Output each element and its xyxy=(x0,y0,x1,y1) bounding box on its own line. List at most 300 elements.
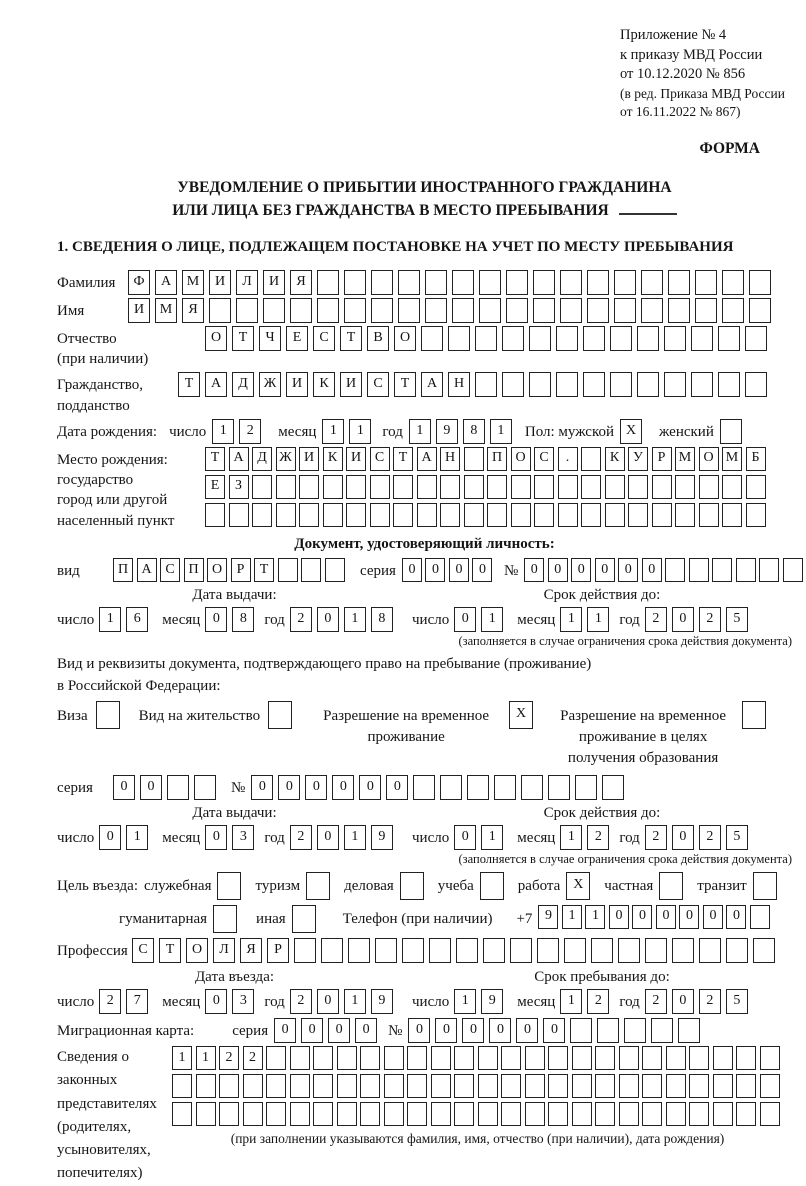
char-cell[interactable]: 0 xyxy=(274,1018,296,1043)
char-cell[interactable]: Т xyxy=(178,372,200,397)
char-cell[interactable]: 1 xyxy=(344,989,366,1014)
char-cell[interactable] xyxy=(494,775,516,800)
char-cell[interactable]: 0 xyxy=(425,558,445,582)
stay-year-boxes[interactable] xyxy=(645,989,753,1014)
char-cell[interactable] xyxy=(602,775,624,800)
char-cell[interactable] xyxy=(464,447,484,471)
char-cell[interactable] xyxy=(321,938,343,963)
char-cell[interactable] xyxy=(597,1018,619,1043)
char-cell[interactable]: 2 xyxy=(290,607,312,632)
birth-year-boxes[interactable] xyxy=(409,419,517,444)
char-cell[interactable] xyxy=(502,372,524,397)
char-cell[interactable]: И xyxy=(263,270,285,295)
char-cell[interactable]: Д xyxy=(232,372,254,397)
char-cell[interactable]: 0 xyxy=(317,989,339,1014)
char-cell[interactable]: Т xyxy=(340,326,362,351)
char-cell[interactable] xyxy=(266,1074,286,1098)
char-cell[interactable]: 0 xyxy=(679,905,699,929)
char-cell[interactable] xyxy=(558,475,578,499)
char-cell[interactable] xyxy=(323,503,343,527)
char-cell[interactable] xyxy=(645,938,667,963)
char-cell[interactable] xyxy=(691,372,713,397)
char-cell[interactable]: А xyxy=(155,270,177,295)
char-cell[interactable]: 0 xyxy=(305,775,327,800)
char-cell[interactable] xyxy=(464,475,484,499)
patronymic-boxes[interactable] xyxy=(205,326,772,351)
char-cell[interactable]: И xyxy=(299,447,319,471)
birthplace-boxes-row3[interactable] xyxy=(205,503,769,527)
char-cell[interactable]: М xyxy=(155,298,177,323)
char-cell[interactable] xyxy=(317,298,339,323)
char-cell[interactable] xyxy=(736,1074,756,1098)
char-cell[interactable]: А xyxy=(421,372,443,397)
char-cell[interactable] xyxy=(521,775,543,800)
char-cell[interactable] xyxy=(398,298,420,323)
char-cell[interactable] xyxy=(219,1074,239,1098)
char-cell[interactable] xyxy=(370,503,390,527)
char-cell[interactable]: 0 xyxy=(609,905,629,929)
char-cell[interactable] xyxy=(628,503,648,527)
char-cell[interactable]: 1 xyxy=(481,825,503,850)
char-cell[interactable] xyxy=(533,298,555,323)
char-cell[interactable]: 0 xyxy=(632,905,652,929)
char-cell[interactable]: 0 xyxy=(462,1018,484,1043)
char-cell[interactable] xyxy=(479,270,501,295)
char-cell[interactable] xyxy=(440,503,460,527)
char-cell[interactable]: 0 xyxy=(251,775,273,800)
purpose-work-checkbox[interactable] xyxy=(566,872,595,900)
char-cell[interactable] xyxy=(440,775,462,800)
char-cell[interactable]: 2 xyxy=(699,607,721,632)
char-cell[interactable] xyxy=(371,270,393,295)
char-cell[interactable]: 0 xyxy=(642,558,662,582)
char-cell[interactable] xyxy=(618,938,640,963)
char-cell[interactable] xyxy=(440,475,460,499)
char-cell[interactable]: Р xyxy=(267,938,289,963)
char-cell[interactable]: О xyxy=(699,447,719,471)
char-cell[interactable]: 1 xyxy=(212,419,234,444)
char-cell[interactable] xyxy=(537,938,559,963)
char-cell[interactable] xyxy=(753,872,777,900)
char-cell[interactable] xyxy=(525,1046,545,1070)
char-cell[interactable] xyxy=(384,1102,404,1126)
char-cell[interactable] xyxy=(268,701,292,729)
char-cell[interactable] xyxy=(581,447,601,471)
char-cell[interactable] xyxy=(745,326,767,351)
char-cell[interactable] xyxy=(400,872,424,900)
char-cell[interactable] xyxy=(421,326,443,351)
char-cell[interactable] xyxy=(713,1074,733,1098)
char-cell[interactable] xyxy=(194,775,216,800)
char-cell[interactable] xyxy=(691,326,713,351)
char-cell[interactable]: 1 xyxy=(99,607,121,632)
char-cell[interactable] xyxy=(572,1046,592,1070)
char-cell[interactable] xyxy=(556,372,578,397)
char-cell[interactable] xyxy=(236,298,258,323)
temp-residence-education-checkbox[interactable] xyxy=(742,701,771,729)
char-cell[interactable]: С xyxy=(132,938,154,963)
char-cell[interactable]: 5 xyxy=(726,607,748,632)
char-cell[interactable] xyxy=(337,1074,357,1098)
char-cell[interactable]: 1 xyxy=(490,419,512,444)
char-cell[interactable] xyxy=(323,475,343,499)
residence-issue-day-boxes[interactable] xyxy=(99,825,153,850)
char-cell[interactable]: 0 xyxy=(548,558,568,582)
char-cell[interactable]: 9 xyxy=(481,989,503,1014)
char-cell[interactable] xyxy=(313,1102,333,1126)
char-cell[interactable] xyxy=(290,298,312,323)
char-cell[interactable] xyxy=(172,1074,192,1098)
char-cell[interactable] xyxy=(753,938,775,963)
char-cell[interactable]: 0 xyxy=(317,825,339,850)
char-cell[interactable] xyxy=(534,503,554,527)
char-cell[interactable] xyxy=(664,372,686,397)
char-cell[interactable] xyxy=(217,872,241,900)
char-cell[interactable]: 1 xyxy=(454,989,476,1014)
char-cell[interactable]: 0 xyxy=(205,607,227,632)
char-cell[interactable] xyxy=(196,1074,216,1098)
char-cell[interactable] xyxy=(479,298,501,323)
char-cell[interactable] xyxy=(760,1074,780,1098)
entry-year-boxes[interactable] xyxy=(290,989,398,1014)
char-cell[interactable] xyxy=(448,326,470,351)
char-cell[interactable] xyxy=(564,938,586,963)
char-cell[interactable] xyxy=(749,270,771,295)
char-cell[interactable]: Д xyxy=(252,447,272,471)
char-cell[interactable]: К xyxy=(313,372,335,397)
char-cell[interactable] xyxy=(664,326,686,351)
char-cell[interactable] xyxy=(96,701,120,729)
char-cell[interactable] xyxy=(619,1102,639,1126)
char-cell[interactable]: 0 xyxy=(595,558,615,582)
char-cell[interactable]: 2 xyxy=(587,989,609,1014)
char-cell[interactable]: П xyxy=(113,558,133,582)
char-cell[interactable] xyxy=(642,1046,662,1070)
char-cell[interactable]: Т xyxy=(254,558,274,582)
char-cell[interactable] xyxy=(290,1046,310,1070)
representatives-boxes-row1[interactable] xyxy=(172,1046,783,1070)
char-cell[interactable]: 1 xyxy=(587,607,609,632)
char-cell[interactable] xyxy=(502,326,524,351)
char-cell[interactable] xyxy=(678,1018,700,1043)
char-cell[interactable]: М xyxy=(182,270,204,295)
char-cell[interactable] xyxy=(548,1046,568,1070)
char-cell[interactable] xyxy=(506,270,528,295)
char-cell[interactable]: 2 xyxy=(699,825,721,850)
char-cell[interactable] xyxy=(511,503,531,527)
char-cell[interactable] xyxy=(431,1046,451,1070)
char-cell[interactable] xyxy=(454,1046,474,1070)
char-cell[interactable]: 9 xyxy=(371,825,393,850)
char-cell[interactable]: 5 xyxy=(726,825,748,850)
char-cell[interactable] xyxy=(642,1074,662,1098)
char-cell[interactable] xyxy=(346,503,366,527)
residence-seriya-boxes[interactable] xyxy=(113,775,221,800)
char-cell[interactable]: Р xyxy=(652,447,672,471)
purpose-private-checkbox[interactable] xyxy=(659,872,688,900)
birthplace-boxes-row1[interactable] xyxy=(205,447,769,471)
char-cell[interactable] xyxy=(695,298,717,323)
char-cell[interactable] xyxy=(548,1102,568,1126)
char-cell[interactable]: 2 xyxy=(645,607,667,632)
char-cell[interactable]: 0 xyxy=(205,989,227,1014)
char-cell[interactable]: 0 xyxy=(703,905,723,929)
char-cell[interactable] xyxy=(371,298,393,323)
surname-boxes[interactable] xyxy=(128,270,776,295)
char-cell[interactable]: 0 xyxy=(332,775,354,800)
char-cell[interactable] xyxy=(783,558,803,582)
char-cell[interactable] xyxy=(672,938,694,963)
char-cell[interactable]: 0 xyxy=(408,1018,430,1043)
char-cell[interactable] xyxy=(595,1074,615,1098)
char-cell[interactable] xyxy=(501,1102,521,1126)
char-cell[interactable] xyxy=(294,938,316,963)
char-cell[interactable]: 9 xyxy=(436,419,458,444)
char-cell[interactable]: 1 xyxy=(585,905,605,929)
char-cell[interactable] xyxy=(370,475,390,499)
char-cell[interactable] xyxy=(759,558,779,582)
char-cell[interactable] xyxy=(209,298,231,323)
representatives-boxes-row3[interactable] xyxy=(172,1102,783,1126)
char-cell[interactable] xyxy=(624,1018,646,1043)
char-cell[interactable]: И xyxy=(286,372,308,397)
doc-valid-year-boxes[interactable] xyxy=(645,607,753,632)
char-cell[interactable]: 1 xyxy=(344,607,366,632)
char-cell[interactable]: 0 xyxy=(205,825,227,850)
char-cell[interactable]: 1 xyxy=(126,825,148,850)
char-cell[interactable] xyxy=(583,326,605,351)
char-cell[interactable] xyxy=(278,558,298,582)
stay-month-boxes[interactable] xyxy=(560,989,614,1014)
char-cell[interactable] xyxy=(722,270,744,295)
char-cell[interactable]: 1 xyxy=(172,1046,192,1070)
char-cell[interactable]: 0 xyxy=(113,775,135,800)
char-cell[interactable] xyxy=(750,905,770,929)
char-cell[interactable] xyxy=(487,503,507,527)
char-cell[interactable]: 0 xyxy=(656,905,676,929)
char-cell[interactable] xyxy=(243,1102,263,1126)
char-cell[interactable] xyxy=(452,298,474,323)
char-cell[interactable]: И xyxy=(128,298,150,323)
char-cell[interactable]: 0 xyxy=(672,607,694,632)
char-cell[interactable] xyxy=(483,938,505,963)
char-cell[interactable] xyxy=(360,1074,380,1098)
char-cell[interactable]: 2 xyxy=(645,825,667,850)
char-cell[interactable] xyxy=(722,503,742,527)
char-cell[interactable]: С xyxy=(367,372,389,397)
char-cell[interactable]: 2 xyxy=(645,989,667,1014)
char-cell[interactable] xyxy=(292,905,316,933)
char-cell[interactable] xyxy=(695,270,717,295)
char-cell[interactable]: 0 xyxy=(454,825,476,850)
char-cell[interactable]: X xyxy=(509,701,533,729)
char-cell[interactable] xyxy=(720,419,742,444)
char-cell[interactable] xyxy=(456,938,478,963)
doc-seriya-boxes[interactable] xyxy=(402,558,496,582)
purpose-transit-checkbox[interactable] xyxy=(753,872,782,900)
char-cell[interactable] xyxy=(619,1074,639,1098)
char-cell[interactable]: Т xyxy=(205,447,225,471)
char-cell[interactable]: С xyxy=(534,447,554,471)
char-cell[interactable]: . xyxy=(558,447,578,471)
char-cell[interactable]: А xyxy=(137,558,157,582)
char-cell[interactable] xyxy=(746,503,766,527)
char-cell[interactable]: Б xyxy=(746,447,766,471)
char-cell[interactable]: 1 xyxy=(560,607,582,632)
char-cell[interactable] xyxy=(605,475,625,499)
char-cell[interactable]: М xyxy=(675,447,695,471)
doc-valid-day-boxes[interactable] xyxy=(454,607,508,632)
purpose-business-checkbox[interactable] xyxy=(400,872,429,900)
char-cell[interactable]: 0 xyxy=(99,825,121,850)
char-cell[interactable]: Н xyxy=(448,372,470,397)
char-cell[interactable] xyxy=(506,298,528,323)
char-cell[interactable] xyxy=(167,775,189,800)
char-cell[interactable] xyxy=(384,1074,404,1098)
char-cell[interactable]: А xyxy=(417,447,437,471)
char-cell[interactable] xyxy=(712,558,732,582)
char-cell[interactable] xyxy=(713,1102,733,1126)
char-cell[interactable]: П xyxy=(487,447,507,471)
char-cell[interactable]: В xyxy=(367,326,389,351)
char-cell[interactable]: 0 xyxy=(359,775,381,800)
char-cell[interactable] xyxy=(556,326,578,351)
char-cell[interactable]: О xyxy=(207,558,227,582)
char-cell[interactable] xyxy=(726,938,748,963)
char-cell[interactable] xyxy=(243,1074,263,1098)
temp-residence-checkbox[interactable] xyxy=(509,701,538,729)
char-cell[interactable]: 1 xyxy=(349,419,371,444)
char-cell[interactable] xyxy=(263,298,285,323)
char-cell[interactable]: С xyxy=(160,558,180,582)
char-cell[interactable] xyxy=(478,1074,498,1098)
char-cell[interactable]: 0 xyxy=(278,775,300,800)
char-cell[interactable] xyxy=(266,1102,286,1126)
char-cell[interactable] xyxy=(675,475,695,499)
visa-checkbox[interactable] xyxy=(96,701,125,729)
char-cell[interactable]: 8 xyxy=(371,607,393,632)
char-cell[interactable]: 6 xyxy=(126,607,148,632)
char-cell[interactable]: Р xyxy=(231,558,251,582)
char-cell[interactable]: 8 xyxy=(232,607,254,632)
char-cell[interactable]: Т xyxy=(232,326,254,351)
char-cell[interactable]: 2 xyxy=(219,1046,239,1070)
char-cell[interactable]: О xyxy=(186,938,208,963)
char-cell[interactable] xyxy=(575,775,597,800)
char-cell[interactable]: А xyxy=(205,372,227,397)
char-cell[interactable] xyxy=(595,1102,615,1126)
entry-day-boxes[interactable] xyxy=(99,989,153,1014)
doc-number-boxes[interactable] xyxy=(524,558,806,582)
char-cell[interactable] xyxy=(252,503,272,527)
char-cell[interactable] xyxy=(581,475,601,499)
stay-day-boxes[interactable] xyxy=(454,989,508,1014)
char-cell[interactable] xyxy=(337,1046,357,1070)
char-cell[interactable]: С xyxy=(313,326,335,351)
char-cell[interactable]: Я xyxy=(182,298,204,323)
char-cell[interactable] xyxy=(749,298,771,323)
char-cell[interactable]: О xyxy=(394,326,416,351)
char-cell[interactable]: Ж xyxy=(276,447,296,471)
char-cell[interactable] xyxy=(313,1046,333,1070)
char-cell[interactable] xyxy=(393,503,413,527)
char-cell[interactable] xyxy=(348,938,370,963)
char-cell[interactable] xyxy=(689,558,709,582)
char-cell[interactable] xyxy=(572,1074,592,1098)
char-cell[interactable] xyxy=(736,558,756,582)
char-cell[interactable] xyxy=(713,1046,733,1070)
char-cell[interactable] xyxy=(736,1102,756,1126)
char-cell[interactable] xyxy=(480,872,504,900)
char-cell[interactable] xyxy=(548,775,570,800)
char-cell[interactable] xyxy=(402,938,424,963)
char-cell[interactable] xyxy=(610,326,632,351)
char-cell[interactable] xyxy=(572,1102,592,1126)
char-cell[interactable]: К xyxy=(323,447,343,471)
char-cell[interactable] xyxy=(675,503,695,527)
char-cell[interactable] xyxy=(417,475,437,499)
char-cell[interactable] xyxy=(344,298,366,323)
residence-permit-checkbox[interactable] xyxy=(268,701,297,729)
char-cell[interactable] xyxy=(666,1046,686,1070)
char-cell[interactable]: О xyxy=(511,447,531,471)
char-cell[interactable]: Ч xyxy=(259,326,281,351)
char-cell[interactable] xyxy=(666,1074,686,1098)
char-cell[interactable] xyxy=(760,1046,780,1070)
char-cell[interactable] xyxy=(290,1074,310,1098)
char-cell[interactable] xyxy=(425,298,447,323)
char-cell[interactable] xyxy=(699,503,719,527)
char-cell[interactable] xyxy=(290,1102,310,1126)
char-cell[interactable] xyxy=(665,558,685,582)
sex-male-checkbox[interactable] xyxy=(620,419,647,444)
char-cell[interactable]: 0 xyxy=(672,825,694,850)
char-cell[interactable] xyxy=(475,372,497,397)
char-cell[interactable]: Т xyxy=(159,938,181,963)
char-cell[interactable] xyxy=(301,558,321,582)
residence-issue-month-boxes[interactable] xyxy=(205,825,259,850)
char-cell[interactable] xyxy=(360,1046,380,1070)
char-cell[interactable]: 0 xyxy=(472,558,492,582)
char-cell[interactable] xyxy=(689,1074,709,1098)
char-cell[interactable] xyxy=(534,475,554,499)
char-cell[interactable]: 7 xyxy=(126,989,148,1014)
char-cell[interactable] xyxy=(229,503,249,527)
doc-issue-month-boxes[interactable] xyxy=(205,607,259,632)
char-cell[interactable] xyxy=(510,938,532,963)
char-cell[interactable]: С xyxy=(370,447,390,471)
char-cell[interactable] xyxy=(699,475,719,499)
char-cell[interactable]: X xyxy=(620,419,642,444)
char-cell[interactable] xyxy=(346,475,366,499)
char-cell[interactable] xyxy=(511,475,531,499)
char-cell[interactable] xyxy=(478,1046,498,1070)
migration-seriya-boxes[interactable] xyxy=(274,1018,382,1043)
char-cell[interactable] xyxy=(666,1102,686,1126)
char-cell[interactable] xyxy=(533,270,555,295)
char-cell[interactable] xyxy=(325,558,345,582)
char-cell[interactable]: Н xyxy=(440,447,460,471)
char-cell[interactable]: 0 xyxy=(328,1018,350,1043)
char-cell[interactable]: 3 xyxy=(232,825,254,850)
char-cell[interactable]: 3 xyxy=(232,989,254,1014)
char-cell[interactable] xyxy=(172,1102,192,1126)
char-cell[interactable] xyxy=(742,701,766,729)
char-cell[interactable]: 0 xyxy=(301,1018,323,1043)
char-cell[interactable] xyxy=(501,1046,521,1070)
char-cell[interactable]: О xyxy=(205,326,227,351)
char-cell[interactable] xyxy=(558,503,578,527)
